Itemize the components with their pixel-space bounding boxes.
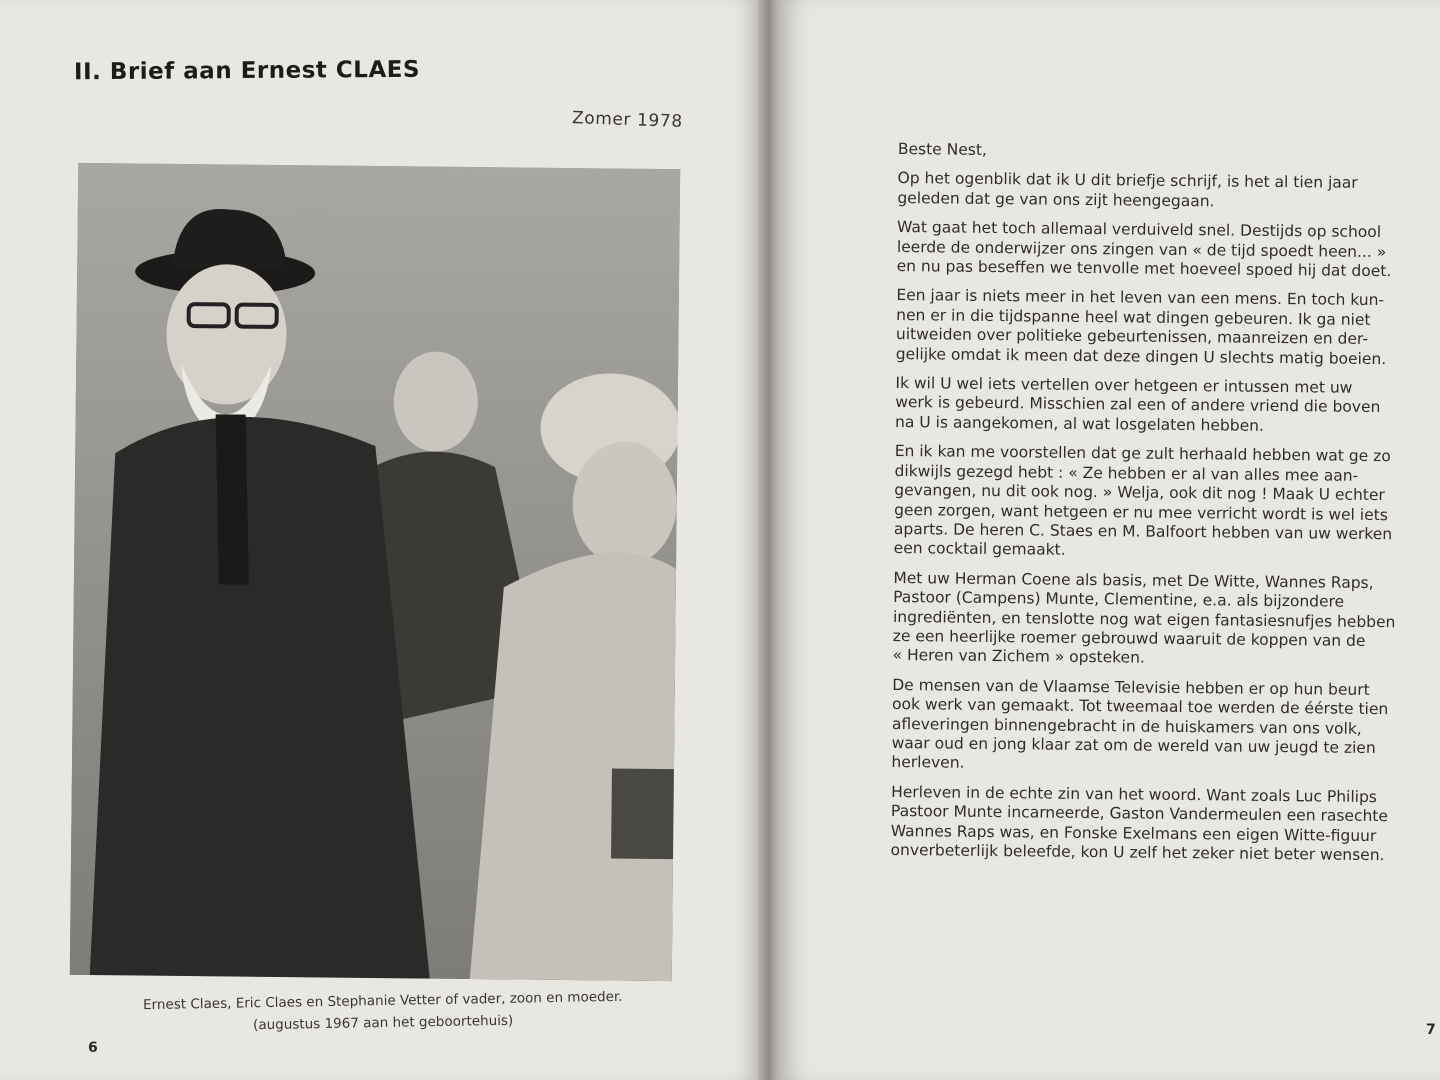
letter-paragraph bbox=[897, 218, 1440, 282]
letter-paragraph bbox=[892, 569, 1440, 672]
letter-body bbox=[890, 140, 1440, 877]
text-line: werk is gebeurd. Misschien zal een of andere vriend die boven bbox=[895, 393, 1381, 417]
text-line: ingrediënten, en tenslotte nog wat eigen fantasiesnufjes hebben bbox=[892, 607, 1396, 631]
text-line: aparts. De heren C. Staes en M. Balfoort hebben van uw werken bbox=[893, 519, 1393, 544]
text-line: De mensen van de Vlaamse Televisie hebben er op hun beurt bbox=[892, 675, 1370, 699]
chapter-heading: II. Brief aan Ernest CLAES bbox=[73, 56, 421, 86]
text-line: geleden dat ge van ons zijt heengegaan. bbox=[897, 188, 1215, 211]
text-line: Ik wil U wel iets vertellen over hetgeen er intussen met uw bbox=[895, 374, 1353, 397]
letter-paragraph bbox=[891, 676, 1440, 779]
text-line: Wannes Raps was, en Fonske Exelmans een eigen Witte-figuur bbox=[890, 821, 1377, 845]
text-line: waar oud en jong klaar zat om de wereld van uw jeugd te zien bbox=[891, 733, 1376, 758]
text-line: uitweiden over politieke gebeurtenissen, maanreizen en der- bbox=[895, 325, 1369, 349]
caption-line: (augustus 1967 aan het geboortehuis) bbox=[252, 1012, 514, 1034]
text-line: dikwijls gezegd hebt : « Ze hebben er al van alles mee aan- bbox=[894, 461, 1359, 485]
text-line: Wat gaat het toch allemaal verduiveld snel. Destijds op school bbox=[896, 218, 1382, 242]
text-line: Op het ogenblik dat ik U dit briefje schrijf, is het al tien jaar bbox=[897, 169, 1358, 193]
book-gutter bbox=[758, 0, 780, 1080]
letter-paragraph bbox=[896, 286, 1440, 370]
text-line: En ik kan me voorstellen dat ge zult herhaald hebben wat ge zo bbox=[894, 442, 1391, 466]
text-line: Met uw Herman Coene als basis, met De Witte, Wannes Raps, bbox=[893, 568, 1374, 592]
photograph-illustration bbox=[70, 163, 680, 981]
text-line: gelijke omdat ik meen dat deze dingen U slechts matig boeien. bbox=[895, 344, 1387, 368]
caption-line: Ernest Claes, Eric Claes en Stephanie Vetter of vader, zoon en moeder. bbox=[142, 988, 623, 1014]
letter-paragraph bbox=[895, 374, 1440, 438]
salutation: Beste Nest, bbox=[897, 140, 987, 159]
text-line: onverbeterlijk beleefde, kon U zelf het zeker niet beter wensen. bbox=[890, 840, 1385, 865]
letter-paragraph bbox=[894, 442, 1440, 565]
text-line: « Heren van Zichem » opsteken. bbox=[892, 646, 1145, 667]
text-line: ze een heerlijke roemer gebrouwd waaruit de koppen van de bbox=[892, 626, 1366, 650]
text-line: en nu pas beseffen we tenvolle met hoeveel spoed hij dat doet. bbox=[896, 257, 1392, 281]
text-line: geen zorgen, want hetgeen er nu mee verricht wordt is wel iets bbox=[894, 500, 1388, 524]
page-number-left: 6 bbox=[88, 1040, 98, 1056]
letter-paragraph bbox=[897, 169, 1440, 214]
text-line: gevangen, nu dit ook nog. » Welja, ook dit nog ! Maak U echter bbox=[894, 481, 1385, 505]
text-line: Een jaar is niets meer in het leven van een mens. En toch kun- bbox=[896, 286, 1385, 310]
text-line: Pastoor Munte incarneerde, Gaston Vandermeulen een rasechte bbox=[890, 802, 1389, 826]
text-line: Herleven in de echte zin van het woord. Want zoals Luc Philips bbox=[891, 782, 1378, 806]
photo-caption bbox=[98, 985, 669, 1039]
text-line: na U is aangekomen, al wat losgelaten hebben. bbox=[894, 412, 1265, 435]
letter-paragraph bbox=[890, 783, 1440, 867]
text-line: leerde de onderwijzer ons zingen van « de tijd spoedt heen... » bbox=[896, 237, 1387, 261]
text-line: een cocktail gemaakt. bbox=[893, 539, 1066, 560]
text-line: nen er in die tijdspanne heel wat dingen gebeuren. Ik ga niet bbox=[896, 305, 1371, 329]
text-line: ook werk van gemaakt. Tot tweemaal toe werden de éérste tien bbox=[891, 695, 1389, 719]
letter-date: Zomer 1978 bbox=[571, 108, 684, 132]
text-line: afleveringen binnengebracht in de huiskamers van ons volk, bbox=[891, 714, 1362, 738]
text-line: herleven. bbox=[891, 753, 965, 773]
photograph bbox=[70, 163, 680, 981]
page-number-right: 7 bbox=[1426, 1022, 1436, 1038]
text-line: Pastoor (Campens) Munte, Clementine, e.a. als bijzondere bbox=[893, 588, 1345, 611]
